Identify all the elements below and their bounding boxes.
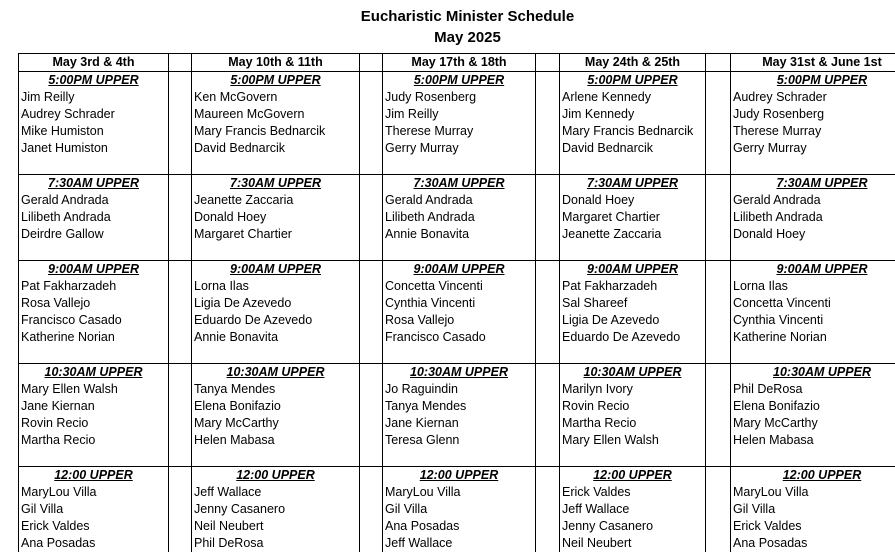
- spacer-cell: [169, 123, 192, 140]
- minister-name: Rovin Recio: [560, 398, 706, 415]
- minister-name: Jane Kiernan: [19, 398, 169, 415]
- spacer-cell: [536, 89, 560, 106]
- minister-name: Concetta Vincenti: [383, 278, 536, 295]
- spacer-cell: [706, 140, 731, 157]
- minister-name: Margaret Chartier: [192, 226, 360, 243]
- spacer-cell: [536, 484, 560, 501]
- mass-time-label: 9:00AM UPPER: [19, 261, 169, 279]
- minister-name: Mary McCarthy: [731, 415, 895, 432]
- spacer-cell: [536, 106, 560, 123]
- spacer-cell: [706, 432, 731, 449]
- spacer-cell: [360, 312, 383, 329]
- spacer-cell: [706, 123, 731, 140]
- minister-name: Donald Hoey: [192, 209, 360, 226]
- mass-time-label: 7:30AM UPPER: [731, 175, 895, 193]
- weekend-header: May 17th & 18th: [383, 54, 536, 72]
- minister-name: David Bednarcik: [560, 140, 706, 157]
- minister-name: Ken McGovern: [192, 89, 360, 106]
- minister-name: Judy Rosenberg: [731, 106, 895, 123]
- spacer-cell: [536, 329, 560, 346]
- spacer-cell: [536, 449, 560, 467]
- minister-row: [19, 278, 895, 295]
- blank-row: [19, 243, 895, 261]
- minister-name: Jeanette Zaccaria: [192, 192, 360, 209]
- spacer-cell: [360, 123, 383, 140]
- spacer-cell: [169, 175, 192, 193]
- minister-name: Gerry Murray: [383, 140, 536, 157]
- blank-cell: [560, 346, 706, 364]
- spacer-cell: [536, 243, 560, 261]
- spacer-cell: [706, 278, 731, 295]
- spacer-cell: [169, 346, 192, 364]
- minister-name: Ana Posadas: [383, 518, 536, 535]
- minister-name: Audrey Schrader: [19, 106, 169, 123]
- spacer-cell: [706, 364, 731, 382]
- minister-name: Erick Valdes: [731, 518, 895, 535]
- mass-time-label: 5:00PM UPPER: [19, 72, 169, 90]
- blank-row: [19, 157, 895, 175]
- weekend-header: May 10th & 11th: [192, 54, 360, 72]
- spacer-cell: [360, 226, 383, 243]
- blank-cell: [192, 346, 360, 364]
- minister-row: [19, 106, 895, 123]
- minister-name: Teresa Glenn: [383, 432, 536, 449]
- mass-time-label: 10:30AM UPPER: [19, 364, 169, 382]
- minister-name: David Bednarcik: [192, 140, 360, 157]
- spacer-cell: [706, 501, 731, 518]
- spacer-cell: [360, 278, 383, 295]
- spacer-cell: [706, 312, 731, 329]
- minister-name: Marilyn Ivory: [560, 381, 706, 398]
- minister-name: Francisco Casado: [19, 312, 169, 329]
- spacer-cell: [360, 484, 383, 501]
- minister-name: MaryLou Villa: [19, 484, 169, 501]
- minister-row: [19, 501, 895, 518]
- spacer-cell: [536, 295, 560, 312]
- minister-name: Ana Posadas: [731, 535, 895, 552]
- mass-time-label: 12:00 UPPER: [192, 467, 360, 485]
- spacer-cell: [706, 449, 731, 467]
- spacer-cell: [706, 381, 731, 398]
- minister-name: Maureen McGovern: [192, 106, 360, 123]
- spacer-cell: [169, 329, 192, 346]
- minister-name: Mike Humiston: [19, 123, 169, 140]
- minister-name: Cynthia Vincenti: [383, 295, 536, 312]
- spacer-cell: [360, 518, 383, 535]
- spacer-cell: [360, 467, 383, 485]
- mass-time-row: [19, 261, 895, 279]
- spacer-cell: [706, 226, 731, 243]
- spacer-cell: [360, 295, 383, 312]
- minister-name: Jenny Casanero: [192, 501, 360, 518]
- blank-cell: [731, 243, 895, 261]
- minister-name: Rovin Recio: [19, 415, 169, 432]
- spacer-cell: [536, 261, 560, 279]
- schedule-table: [18, 53, 895, 552]
- spacer-cell: [706, 518, 731, 535]
- spacer-cell: [706, 157, 731, 175]
- schedule-title: Eucharistic Minister Schedule: [360, 8, 575, 25]
- minister-name: Jeanette Zaccaria: [560, 226, 706, 243]
- weekend-header: May 31st & June 1st: [731, 54, 895, 72]
- spacer-cell: [536, 226, 560, 243]
- minister-name: Neil Neubert: [192, 518, 360, 535]
- minister-name: Gerald Andrada: [19, 192, 169, 209]
- minister-row: [19, 535, 895, 552]
- minister-name: Jeff Wallace: [192, 484, 360, 501]
- spacer-cell: [169, 89, 192, 106]
- spacer-cell: [169, 72, 192, 90]
- minister-name: Martha Recio: [19, 432, 169, 449]
- schedule-month: May 2025: [434, 29, 501, 46]
- blank-cell: [560, 157, 706, 175]
- mass-time-label: 12:00 UPPER: [383, 467, 536, 485]
- spacer-cell: [706, 106, 731, 123]
- minister-name: Therese Murray: [731, 123, 895, 140]
- mass-time-label: 10:30AM UPPER: [731, 364, 895, 382]
- spacer-cell: [536, 54, 560, 72]
- blank-cell: [383, 449, 536, 467]
- mass-time-row: [19, 175, 895, 193]
- spacer-cell: [360, 243, 383, 261]
- minister-name: Erick Valdes: [560, 484, 706, 501]
- minister-name: Mary Ellen Walsh: [19, 381, 169, 398]
- spacer-cell: [360, 364, 383, 382]
- spacer-cell: [536, 140, 560, 157]
- minister-name: Gil Villa: [19, 501, 169, 518]
- minister-name: Phil DeRosa: [731, 381, 895, 398]
- minister-name: Cynthia Vincenti: [731, 312, 895, 329]
- minister-name: Tanya Mendes: [383, 398, 536, 415]
- minister-name: Annie Bonavita: [383, 226, 536, 243]
- minister-name: Gerry Murray: [731, 140, 895, 157]
- spacer-cell: [169, 295, 192, 312]
- blank-cell: [192, 449, 360, 467]
- minister-name: Mary Francis Bednarcik: [192, 123, 360, 140]
- minister-name: Margaret Chartier: [560, 209, 706, 226]
- spacer-cell: [360, 398, 383, 415]
- minister-row: [19, 295, 895, 312]
- spacer-cell: [706, 467, 731, 485]
- spacer-cell: [360, 381, 383, 398]
- spacer-cell: [360, 157, 383, 175]
- minister-name: Katherine Norian: [731, 329, 895, 346]
- minister-name: Audrey Schrader: [731, 89, 895, 106]
- minister-name: Lilibeth Andrada: [19, 209, 169, 226]
- minister-name: Lorna Ilas: [731, 278, 895, 295]
- mass-time-label: 9:00AM UPPER: [560, 261, 706, 279]
- spacer-cell: [169, 518, 192, 535]
- minister-name: Jeff Wallace: [383, 535, 536, 552]
- minister-name: Therese Murray: [383, 123, 536, 140]
- mass-time-label: 12:00 UPPER: [731, 467, 895, 485]
- minister-name: Judy Rosenberg: [383, 89, 536, 106]
- spacer-cell: [360, 140, 383, 157]
- minister-row: [19, 89, 895, 106]
- spacer-cell: [706, 192, 731, 209]
- spacer-cell: [360, 54, 383, 72]
- minister-name: MaryLou Villa: [383, 484, 536, 501]
- mass-time-label: 10:30AM UPPER: [192, 364, 360, 382]
- spacer-cell: [360, 106, 383, 123]
- spacer-cell: [706, 398, 731, 415]
- spacer-cell: [360, 432, 383, 449]
- blank-cell: [731, 157, 895, 175]
- minister-name: Neil Neubert: [560, 535, 706, 552]
- spacer-cell: [706, 415, 731, 432]
- minister-name: Helen Mabasa: [192, 432, 360, 449]
- minister-name: Erick Valdes: [19, 518, 169, 535]
- spacer-cell: [536, 123, 560, 140]
- blank-cell: [383, 157, 536, 175]
- blank-row: [19, 449, 895, 467]
- spacer-cell: [360, 346, 383, 364]
- mass-time-label: 12:00 UPPER: [19, 467, 169, 485]
- spacer-cell: [360, 175, 383, 193]
- spacer-cell: [536, 518, 560, 535]
- minister-row: [19, 312, 895, 329]
- minister-name: Jim Kennedy: [560, 106, 706, 123]
- spacer-cell: [169, 467, 192, 485]
- minister-name: Francisco Casado: [383, 329, 536, 346]
- blank-cell: [560, 243, 706, 261]
- spacer-cell: [169, 501, 192, 518]
- spacer-cell: [536, 175, 560, 193]
- minister-row: [19, 432, 895, 449]
- spacer-cell: [360, 89, 383, 106]
- minister-name: Lilibeth Andrada: [383, 209, 536, 226]
- spacer-cell: [536, 157, 560, 175]
- spacer-cell: [360, 535, 383, 552]
- spacer-cell: [169, 278, 192, 295]
- spacer-cell: [169, 140, 192, 157]
- spacer-cell: [169, 192, 192, 209]
- mass-time-row: [19, 364, 895, 382]
- mass-time-label: 7:30AM UPPER: [192, 175, 360, 193]
- spacer-cell: [169, 449, 192, 467]
- minister-row: [19, 381, 895, 398]
- blank-cell: [731, 346, 895, 364]
- spacer-cell: [169, 157, 192, 175]
- minister-name: Helen Mabasa: [731, 432, 895, 449]
- minister-name: Concetta Vincenti: [731, 295, 895, 312]
- spacer-cell: [536, 278, 560, 295]
- header-row: [19, 54, 895, 72]
- spacer-cell: [360, 449, 383, 467]
- minister-name: Lilibeth Andrada: [731, 209, 895, 226]
- spacer-cell: [706, 535, 731, 552]
- blank-cell: [383, 346, 536, 364]
- minister-name: Ligia De Azevedo: [560, 312, 706, 329]
- spacer-cell: [169, 398, 192, 415]
- minister-name: Jo Raguindin: [383, 381, 536, 398]
- minister-name: Arlene Kennedy: [560, 89, 706, 106]
- spacer-cell: [536, 501, 560, 518]
- minister-name: Mary Francis Bednarcik: [560, 123, 706, 140]
- spacer-cell: [169, 106, 192, 123]
- spacer-cell: [536, 398, 560, 415]
- blank-cell: [560, 449, 706, 467]
- spacer-cell: [360, 209, 383, 226]
- minister-name: Donald Hoey: [560, 192, 706, 209]
- minister-name: Elena Bonifazio: [731, 398, 895, 415]
- spacer-cell: [706, 209, 731, 226]
- mass-time-label: 9:00AM UPPER: [192, 261, 360, 279]
- minister-name: Elena Bonifazio: [192, 398, 360, 415]
- minister-name: Eduardo De Azevedo: [192, 312, 360, 329]
- minister-row: [19, 192, 895, 209]
- mass-time-label: 9:00AM UPPER: [383, 261, 536, 279]
- minister-name: Ligia De Azevedo: [192, 295, 360, 312]
- minister-name: Jim Reilly: [383, 106, 536, 123]
- spacer-cell: [169, 432, 192, 449]
- spacer-cell: [360, 192, 383, 209]
- mass-time-label: 7:30AM UPPER: [383, 175, 536, 193]
- minister-name: Pat Fakharzadeh: [560, 278, 706, 295]
- spacer-cell: [706, 261, 731, 279]
- blank-cell: [19, 449, 169, 467]
- spacer-cell: [706, 54, 731, 72]
- spacer-cell: [536, 312, 560, 329]
- spacer-cell: [706, 329, 731, 346]
- minister-name: Ana Posadas: [19, 535, 169, 552]
- spacer-cell: [169, 54, 192, 72]
- blank-cell: [383, 243, 536, 261]
- minister-row: [19, 226, 895, 243]
- spacer-cell: [169, 226, 192, 243]
- spacer-cell: [169, 381, 192, 398]
- spacer-cell: [360, 501, 383, 518]
- spacer-cell: [706, 89, 731, 106]
- minister-row: [19, 398, 895, 415]
- minister-row: [19, 329, 895, 346]
- weekend-header: May 3rd & 4th: [19, 54, 169, 72]
- spacer-cell: [536, 72, 560, 90]
- mass-time-label: 5:00PM UPPER: [731, 72, 895, 90]
- minister-name: Katherine Norian: [19, 329, 169, 346]
- minister-row: [19, 518, 895, 535]
- mass-time-row: [19, 467, 895, 485]
- weekend-header: May 24th & 25th: [560, 54, 706, 72]
- spacer-cell: [706, 346, 731, 364]
- minister-row: [19, 123, 895, 140]
- minister-name: MaryLou Villa: [731, 484, 895, 501]
- minister-name: Mary McCarthy: [192, 415, 360, 432]
- minister-name: Martha Recio: [560, 415, 706, 432]
- spacer-cell: [360, 329, 383, 346]
- blank-cell: [19, 157, 169, 175]
- minister-name: Tanya Mendes: [192, 381, 360, 398]
- minister-name: Gil Villa: [731, 501, 895, 518]
- minister-name: Rosa Vallejo: [383, 312, 536, 329]
- spacer-cell: [536, 192, 560, 209]
- spacer-cell: [360, 72, 383, 90]
- minister-name: Phil DeRosa: [192, 535, 360, 552]
- minister-row: [19, 209, 895, 226]
- mass-time-label: 5:00PM UPPER: [383, 72, 536, 90]
- blank-cell: [192, 243, 360, 261]
- spacer-cell: [536, 364, 560, 382]
- minister-name: Deirdre Gallow: [19, 226, 169, 243]
- minister-name: Pat Fakharzadeh: [19, 278, 169, 295]
- minister-name: Jenny Casanero: [560, 518, 706, 535]
- minister-name: Lorna Ilas: [192, 278, 360, 295]
- minister-name: Mary Ellen Walsh: [560, 432, 706, 449]
- blank-row: [19, 346, 895, 364]
- blank-cell: [192, 157, 360, 175]
- blank-cell: [19, 346, 169, 364]
- spacer-cell: [706, 243, 731, 261]
- spacer-cell: [360, 261, 383, 279]
- spacer-cell: [169, 484, 192, 501]
- spacer-cell: [536, 415, 560, 432]
- mass-time-label: 7:30AM UPPER: [560, 175, 706, 193]
- spacer-cell: [706, 72, 731, 90]
- spacer-cell: [536, 535, 560, 552]
- mass-time-label: 10:30AM UPPER: [560, 364, 706, 382]
- mass-time-row: [19, 72, 895, 90]
- spacer-cell: [169, 535, 192, 552]
- minister-row: [19, 415, 895, 432]
- spacer-cell: [536, 346, 560, 364]
- minister-name: Jim Reilly: [19, 89, 169, 106]
- spacer-cell: [536, 432, 560, 449]
- spacer-cell: [536, 467, 560, 485]
- spacer-cell: [169, 209, 192, 226]
- mass-time-label: 9:00AM UPPER: [731, 261, 895, 279]
- spacer-cell: [169, 261, 192, 279]
- minister-row: [19, 484, 895, 501]
- blank-cell: [731, 449, 895, 467]
- minister-name: Rosa Vallejo: [19, 295, 169, 312]
- minister-name: Eduardo De Azevedo: [560, 329, 706, 346]
- minister-name: Jane Kiernan: [383, 415, 536, 432]
- spacer-cell: [360, 415, 383, 432]
- spacer-cell: [169, 364, 192, 382]
- minister-name: Janet Humiston: [19, 140, 169, 157]
- minister-name: Gil Villa: [383, 501, 536, 518]
- mass-time-label: 7:30AM UPPER: [19, 175, 169, 193]
- spacer-cell: [169, 415, 192, 432]
- mass-time-label: 10:30AM UPPER: [383, 364, 536, 382]
- minister-name: Sal Shareef: [560, 295, 706, 312]
- blank-cell: [19, 243, 169, 261]
- minister-name: Donald Hoey: [731, 226, 895, 243]
- spacer-cell: [536, 381, 560, 398]
- spacer-cell: [706, 175, 731, 193]
- spacer-cell: [169, 312, 192, 329]
- minister-name: Gerald Andrada: [383, 192, 536, 209]
- minister-name: Annie Bonavita: [192, 329, 360, 346]
- spacer-cell: [706, 295, 731, 312]
- mass-time-label: 12:00 UPPER: [560, 467, 706, 485]
- minister-name: Gerald Andrada: [731, 192, 895, 209]
- minister-name: Jeff Wallace: [560, 501, 706, 518]
- spacer-cell: [706, 484, 731, 501]
- spacer-cell: [536, 209, 560, 226]
- mass-time-label: 5:00PM UPPER: [192, 72, 360, 90]
- minister-row: [19, 140, 895, 157]
- mass-time-label: 5:00PM UPPER: [560, 72, 706, 90]
- spacer-cell: [169, 243, 192, 261]
